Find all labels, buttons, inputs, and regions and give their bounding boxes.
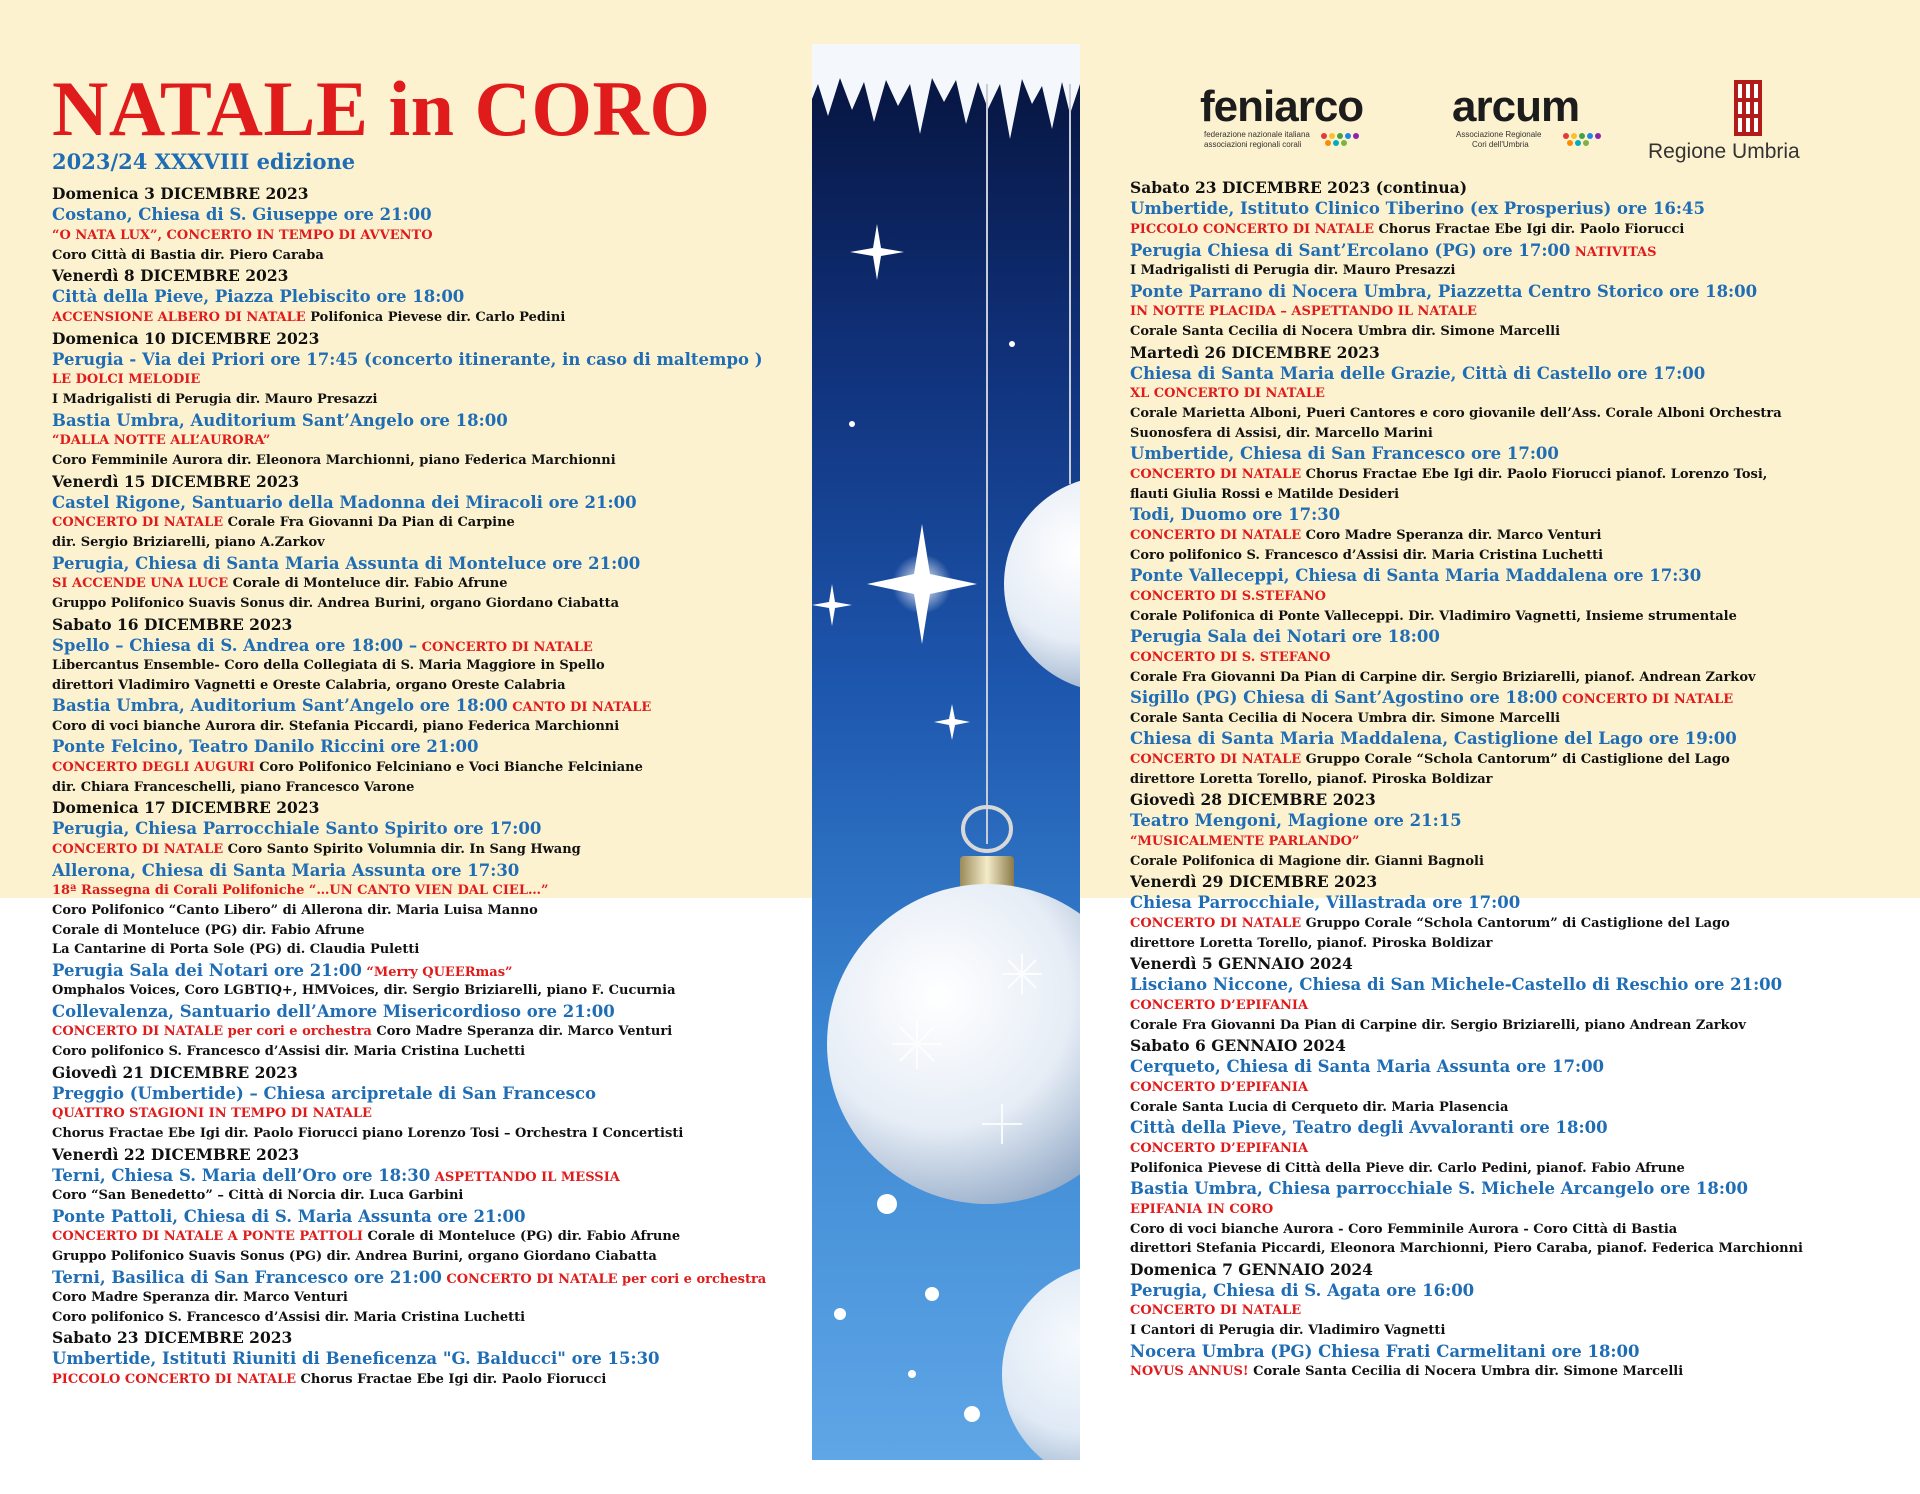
- venue-line-text: Terni, Basilica di San Francesco ore 21:00: [52, 1267, 442, 1287]
- venue-line: [52, 1206, 807, 1228]
- performers-line: [52, 656, 807, 676]
- venue-line: [1130, 363, 1910, 385]
- venue-line-text: Costano, Chiesa di S. Giuseppe ore 21:00: [52, 205, 432, 224]
- venue-line-text: Ponte Valleceppi, Chiesa di Santa Maria Maddalena ore 17:30: [1130, 566, 1702, 585]
- performers-line: [1130, 1239, 1910, 1259]
- concert-title-text: CONCERTO DEGLI AUGURI: [52, 759, 255, 775]
- venue-line: [1130, 504, 1910, 526]
- venue-line-text: Ponte Felcino, Teatro Danilo Riccini ore 21:00: [52, 737, 479, 756]
- performers-line-text: I Madrigalisti di Perugia dir. Mauro Presazzi: [1130, 263, 1456, 278]
- venue-line: [52, 204, 807, 226]
- concert-title: [52, 1022, 807, 1042]
- date-heading-text: Sabato 23 DICEMBRE 2023: [52, 1328, 293, 1347]
- venue-line-text: Ponte Parrano di Nocera Umbra, Piazzetta Centro Storico ore 18:00: [1130, 281, 1758, 301]
- concert-title: [1130, 220, 1910, 240]
- venue-line: [52, 1083, 807, 1105]
- ornament-illustration: [812, 44, 1080, 1460]
- venue-line: [1130, 728, 1910, 750]
- performers-line-text: Suonosfera di Assisi, dir. Marcello Marini: [1130, 425, 1433, 441]
- lower-ornament-ball: [1002, 1264, 1080, 1460]
- concert-title-text: NOVUS ANNUS!: [1130, 1364, 1249, 1379]
- concert-title: [52, 881, 807, 901]
- performers-line-text: direttore Loretta Torello, pianof. Piroska Boldizar: [1130, 935, 1493, 951]
- concert-title-text: CONCERTO DI NATALE: [1130, 527, 1302, 543]
- performers-line: [52, 778, 807, 798]
- feniarco-dots-icon: [1320, 132, 1360, 146]
- concert-title-inline: CONCERTO DI NATALE: [1557, 692, 1734, 707]
- performers-line-text: Coro di voci bianche Aurora dir. Stefania Piccardi, piano Federica Marchionni: [52, 718, 620, 734]
- venue-line: [52, 286, 807, 308]
- performers-line-text: Coro polifonico S. Francesco d’Assisi dir. Maria Cristina Luchetti: [52, 1044, 526, 1059]
- performers-line-text: Corale di Monteluce (PG) dir. Fabio Afrune: [52, 922, 365, 938]
- venue-line-text: Perugia - Via dei Priori ore 17:45 (concerto itinerante, in caso di maltempo ): [52, 349, 763, 369]
- christmas-ornament-stripe: [812, 44, 1080, 1460]
- venue-line-text: Perugia Sala dei Notari ore 21:00: [52, 960, 362, 980]
- performers-line: [1130, 709, 1910, 729]
- concert-title: [52, 758, 807, 778]
- venue-line: [1130, 1056, 1910, 1078]
- concert-title-inline: CONCERTO DI NATALE: [417, 639, 593, 655]
- concert-title: [1130, 1362, 1910, 1382]
- performers-line: [1130, 852, 1910, 872]
- performers-line: [1130, 485, 1910, 505]
- date-heading-text: Venerdì 22 DICEMBRE 2023: [52, 1144, 300, 1164]
- date-heading: [52, 265, 807, 286]
- concert-title: [1130, 587, 1910, 607]
- venue-line-text: Bastia Umbra, Auditorium Sant’Angelo ore 18:00: [52, 696, 508, 715]
- concert-title-text: CONCERTO D’EPIFANIA: [1130, 1140, 1309, 1156]
- performers-inline: Coro Santo Spirito Volumnia dir. In Sang Hwang: [223, 841, 581, 857]
- concert-title: [1130, 914, 1910, 934]
- date-heading-text: Venerdì 5 GENNAIO 2024: [1130, 954, 1353, 973]
- concert-title: [1130, 750, 1910, 770]
- regione-umbria-emblem-icon: [1732, 78, 1764, 138]
- star-glow: [892, 554, 952, 614]
- performers-inline: Corale Fra Giovanni Da Pian di Carpine: [223, 515, 515, 530]
- upper-ornament-ball: [1004, 476, 1080, 692]
- date-heading: [52, 1327, 807, 1348]
- performers-line: [1130, 1016, 1910, 1036]
- venue-line: [52, 860, 807, 882]
- performers-line: [1130, 607, 1910, 627]
- venue-line: [52, 553, 807, 575]
- concert-title-text: CONCERTO DI NATALE: [1130, 466, 1302, 482]
- date-heading: [1130, 177, 1910, 198]
- performers-line-text: Corale Polifonica di Magione dir. Gianni Bagnoli: [1130, 853, 1484, 869]
- venue-line: [52, 1001, 807, 1023]
- date-heading: [52, 1062, 807, 1083]
- venue-line-text: Allerona, Chiesa di Santa Maria Assunta ore 17:30: [52, 860, 520, 880]
- concert-title-text: ACCENSIONE ALBERO DI NATALE: [52, 309, 306, 325]
- concert-title-text: CONCERTO DI S. STEFANO: [1130, 649, 1331, 665]
- concert-title: [1130, 1078, 1910, 1098]
- venue-line-text: Collevalenza, Santuario dell’Amore Misericordioso ore 21:00: [52, 1001, 615, 1021]
- date-heading: [1130, 871, 1910, 892]
- concert-title: [1130, 384, 1910, 404]
- concert-title: [1130, 1200, 1910, 1220]
- venue-line-text: Cerqueto, Chiesa di Santa Maria Assunta ore 17:00: [1130, 1057, 1605, 1076]
- venue-line-text: Chiesa Parrocchiale, Villastrada ore 17:00: [1130, 893, 1521, 912]
- concert-title-inline: “Merry QUEERmas”: [361, 964, 513, 980]
- concert-title-text: CONCERTO D’EPIFANIA: [1130, 997, 1309, 1013]
- performers-line-text: Chorus Fractae Ebe Igi dir. Paolo Fiorucci piano Lorenzo Tosi – Orchestra I Concertisti: [52, 1126, 684, 1141]
- concert-title: [1130, 996, 1910, 1016]
- performers-line-text: Coro Femminile Aurora dir. Eleonora Marchionni, piano Federica Marchionni: [52, 453, 616, 468]
- performers-line: [52, 1308, 807, 1328]
- venue-line: [1130, 626, 1910, 648]
- venue-line: [1130, 198, 1910, 220]
- performers-line-text: dir. Chiara Franceschelli, piano Francesco Varone: [52, 779, 415, 795]
- performers-line: [52, 921, 807, 941]
- venue-line: [1130, 240, 1910, 262]
- date-heading: [52, 183, 807, 204]
- venue-line: [1130, 1280, 1910, 1302]
- concert-title-inline: CANTO DI NATALE: [507, 700, 652, 715]
- performers-line: [1130, 1098, 1910, 1118]
- performers-line-text: Gruppo Polifonico Suavis Sonus (PG) dir. Andrea Burini, organo Giordano Ciabatta: [52, 1249, 657, 1264]
- venue-line-text: Perugia, Chiesa di S. Agata ore 16:00: [1130, 1280, 1475, 1300]
- icicle-fringe: [812, 44, 1080, 139]
- venue-line: [1130, 810, 1910, 832]
- performers-line-text: Coro di voci bianche Aurora - Coro Femminile Aurora - Coro Città di Bastia: [1130, 1221, 1678, 1237]
- venue-line-text: Perugia, Chiesa Parrocchiale Santo Spirito ore 17:00: [52, 819, 542, 838]
- concert-title: [52, 1227, 807, 1247]
- performers-line: [52, 1186, 807, 1206]
- date-heading: [52, 1144, 807, 1165]
- venue-line-text: Terni, Chiesa S. Maria dell’Oro ore 18:30: [52, 1165, 431, 1185]
- concert-title-text: PICCOLO CONCERTO DI NATALE: [52, 1371, 297, 1387]
- venue-line: [1130, 1117, 1910, 1139]
- performers-inline: Chorus Fractae Ebe Igi dir. Paolo Fiorucci pianof. Lorenzo Tosi,: [1301, 466, 1768, 482]
- venue-line-text: Bastia Umbra, Auditorium Sant’Angelo ore 18:00: [52, 410, 508, 430]
- performers-line-text: direttori Vladimiro Vagnetti e Oreste Calabria, organo Oreste Calabria: [52, 677, 566, 693]
- concert-title: [52, 431, 807, 451]
- concert-title-text: PICCOLO CONCERTO DI NATALE: [1130, 221, 1375, 237]
- concert-title-text: CONCERTO DI NATALE: [52, 515, 224, 530]
- date-heading-text: Venerdì 8 DICEMBRE 2023: [52, 266, 289, 285]
- venue-line: [1130, 443, 1910, 465]
- concert-title-text: “MUSICALMENTE PARLANDO”: [1130, 833, 1360, 849]
- performers-line-text: Coro Città di Bastia dir. Piero Caraba: [52, 247, 324, 263]
- concert-title: [1130, 648, 1910, 668]
- date-heading-text: Domenica 3 DICEMBRE 2023: [52, 184, 309, 203]
- venue-line-text: Teatro Mengoni, Magione ore 21:15: [1130, 811, 1462, 830]
- concert-title-text: CONCERTO DI S.STEFANO: [1130, 588, 1326, 604]
- left-program-column: [52, 183, 807, 1390]
- venue-line-text: Umbertide, Istituti Riuniti di Beneficenza "G. Balducci" ore 15:30: [52, 1349, 660, 1368]
- performers-inline: Corale di Monteluce dir. Fabio Afrune: [228, 576, 508, 591]
- performers-line: [52, 981, 807, 1001]
- main-ornament-ball: [827, 884, 1080, 1204]
- performers-line: [52, 940, 807, 960]
- venue-line: [1130, 974, 1910, 996]
- date-heading: [1130, 1259, 1910, 1280]
- venue-line: [52, 492, 807, 514]
- performers-line: [52, 1124, 807, 1144]
- concert-title-text: CONCERTO DI NATALE A PONTE PATTOLI: [52, 1229, 364, 1244]
- performers-line-text: Corale Fra Giovanni Da Pian di Carpine dir. Sergio Briziarelli, piano Andrean Zarkov: [1130, 1017, 1746, 1033]
- concert-title-text: CONCERTO D’EPIFANIA: [1130, 1079, 1309, 1095]
- performers-line-text: Polifonica Pievese di Città della Pieve dir. Carlo Pedini, pianof. Fabio Afrune: [1130, 1160, 1685, 1176]
- venue-line-text: Ponte Pattoli, Chiesa di S. Maria Assunta ore 21:00: [52, 1206, 526, 1226]
- performers-inline: Corale Santa Cecilia di Nocera Umbra dir. Simone Marcelli: [1248, 1364, 1684, 1379]
- date-heading-text: Sabato 23 DICEMBRE 2023 (continua): [1130, 178, 1468, 197]
- date-heading: [52, 797, 807, 818]
- performers-line: [52, 676, 807, 696]
- performers-line-text: Coro Polifonico “Canto Libero” di Allerona dir. Maria Luisa Manno: [52, 903, 538, 918]
- performers-line-text: Gruppo Polifonico Suavis Sonus dir. Andrea Burini, organo Giordano Ciabatta: [52, 596, 620, 611]
- concert-title: [1130, 302, 1910, 322]
- concert-title-text: CONCERTO DI NATALE: [1130, 751, 1302, 767]
- date-heading-text: Domenica 17 DICEMBRE 2023: [52, 798, 320, 817]
- performers-line: [52, 717, 807, 737]
- concert-title: [52, 1104, 807, 1124]
- sponsor-logos: feniarco federazione nazionale italiana associazioni regionali corali arcum Associazione Regionale Cori dell'Umbria Regione Umbria: [1190, 78, 1910, 168]
- venue-line-text: Città della Pieve, Teatro degli Avvaloranti ore 18:00: [1130, 1118, 1608, 1137]
- concert-title-text: “O NATA LUX”, CONCERTO IN TEMPO DI AVVENTO: [52, 227, 433, 243]
- concert-title-text: CONCERTO DI NATALE: [1130, 1303, 1302, 1318]
- date-heading-text: Sabato 6 GENNAIO 2024: [1130, 1036, 1346, 1055]
- concert-title: [1130, 832, 1910, 852]
- concert-title-text: SI ACCENDE UNA LUCE: [52, 576, 229, 591]
- performers-line-text: Omphalos Voices, Coro LGBTIQ+, HMVoices, dir. Sergio Briziarelli, piano F. Cucurnia: [52, 983, 676, 998]
- performers-line: [52, 1042, 807, 1062]
- performers-inline: Gruppo Corale “Schola Cantorum” di Castiglione del Lago: [1301, 751, 1730, 767]
- concert-title: [52, 513, 807, 533]
- date-heading-text: Giovedì 28 DICEMBRE 2023: [1130, 790, 1376, 809]
- venue-line: [52, 960, 807, 982]
- venue-line-text: Lisciano Niccone, Chiesa di San Michele-Castello di Reschio ore 21:00: [1130, 975, 1783, 994]
- concert-title: [52, 840, 807, 860]
- venue-line-text: Todi, Duomo ore 17:30: [1130, 505, 1341, 524]
- performers-inline: Coro Madre Speranza dir. Marco Venturi: [1301, 527, 1602, 543]
- concert-title: [52, 1370, 807, 1390]
- performers-inline: Coro Polifonico Felciniano e Voci Bianche Felciniane: [254, 759, 643, 775]
- date-heading: [52, 614, 807, 635]
- concert-title-text: IN NOTTE PLACIDA – ASPETTANDO IL NATALE: [1130, 304, 1477, 319]
- performers-line-text: dir. Sergio Briziarelli, piano A.Zarkov: [52, 535, 325, 550]
- performers-line-text: Coro “San Benedetto” – Città di Norcia dir. Luca Garbini: [52, 1188, 464, 1203]
- edition-subtitle: 2023/24 XXXVIII edizione: [52, 149, 356, 174]
- concert-title-text: CONCERTO DI NATALE: [1130, 915, 1302, 931]
- arcum-dots-icon: [1562, 132, 1602, 146]
- concert-title-inline: ASPETTANDO IL MESSIA: [430, 1169, 620, 1185]
- concert-title: [52, 574, 807, 594]
- performers-inline: Corale di Monteluce (PG) dir. Fabio Afrune: [363, 1229, 681, 1244]
- venue-line: [52, 349, 807, 371]
- date-heading: [52, 328, 807, 349]
- venue-line-text: Nocera Umbra (PG) Chiesa Frati Carmelitani ore 18:00: [1130, 1341, 1640, 1361]
- right-program-column: [1130, 177, 1910, 1382]
- date-heading: [1130, 789, 1910, 810]
- venue-line: [52, 736, 807, 758]
- performers-line-text: Corale Polifonica di Ponte Valleceppi. Dir. Vladimiro Vagnetti, Insieme strumentale: [1130, 608, 1737, 624]
- performers-line-text: Coro polifonico S. Francesco d’Assisi dir. Maria Cristina Luchetti: [1130, 547, 1604, 563]
- venue-line: [1130, 1178, 1910, 1200]
- concert-title-text: “DALLA NOTTE ALL’AURORA”: [52, 433, 271, 448]
- concert-title: [52, 370, 807, 390]
- arcum-logo: arcum Associazione Regionale Cori dell'Umbria: [1452, 84, 1579, 150]
- performers-line: [52, 451, 807, 471]
- date-heading: [1130, 342, 1910, 363]
- performers-line: [1130, 404, 1910, 424]
- performers-line-text: Coro polifonico S. Francesco d’Assisi dir. Maria Cristina Luchetti: [52, 1309, 526, 1325]
- concert-title-text: QUATTRO STAGIONI IN TEMPO DI NATALE: [52, 1106, 372, 1121]
- concert-title-text: 18ª Rassegna di Corali Polifoniche “…UN CANTO VIEN DAL CIEL…”: [52, 883, 549, 898]
- concert-title-inline: CONCERTO DI NATALE per cori e orchestra: [441, 1271, 767, 1287]
- concert-title-text: CONCERTO DI NATALE per cori e orchestra: [52, 1024, 372, 1039]
- performers-line: [52, 1247, 807, 1267]
- venue-line-text: Città della Pieve, Piazza Plebiscito ore 18:00: [52, 287, 465, 306]
- performers-line: [1130, 1321, 1910, 1341]
- concert-title: [52, 308, 807, 328]
- page-title: NATALE in CORO: [52, 65, 711, 152]
- performers-inline: Gruppo Corale “Schola Cantorum” di Castiglione del Lago: [1301, 915, 1730, 931]
- performers-line: [52, 246, 807, 266]
- performers-inline: Coro Madre Speranza dir. Marco Venturi: [371, 1024, 673, 1039]
- venue-line-text: Spello – Chiesa di S. Andrea ore 18:00 –: [52, 635, 418, 655]
- performers-line-text: Corale Fra Giovanni Da Pian di Carpine dir. Sergio Briziarelli, pianof. Andrean Zarkov: [1130, 669, 1756, 685]
- performers-line: [1130, 261, 1910, 281]
- performers-line-text: Corale Santa Cecilia di Nocera Umbra dir. Simone Marcelli: [1130, 324, 1561, 339]
- date-heading-text: Venerdì 15 DICEMBRE 2023: [52, 471, 300, 491]
- concert-title: [1130, 1139, 1910, 1159]
- performers-inline: Chorus Fractae Ebe Igi dir. Paolo Fiorucci: [296, 1371, 607, 1387]
- venue-line: [52, 635, 807, 657]
- venue-line-text: Chiesa di Santa Maria Maddalena, Castiglione del Lago ore 19:00: [1130, 729, 1737, 748]
- sparkle-stars: [812, 224, 977, 740]
- performers-line: [1130, 934, 1910, 954]
- feniarco-logo: feniarco federazione nazionale italiana associazioni regionali corali: [1200, 82, 1364, 149]
- concert-title-text: XL CONCERTO DI NATALE: [1130, 386, 1325, 401]
- concert-title-text: LE DOLCI MELODIE: [52, 372, 201, 387]
- concert-title: [1130, 526, 1910, 546]
- performers-line-text: Corale Marietta Alboni, Pueri Cantores e coro giovanile dell’Ass. Corale Alboni Orchestra: [1130, 406, 1782, 421]
- date-heading-text: Domenica 7 GENNAIO 2024: [1130, 1259, 1373, 1279]
- venue-line-text: Umbertide, Chiesa di San Francesco ore 17:00: [1130, 444, 1559, 463]
- date-heading: [1130, 953, 1910, 974]
- venue-line-text: Bastia Umbra, Chiesa parrocchiale S. Michele Arcangelo ore 18:00: [1130, 1179, 1748, 1198]
- performers-line: [1130, 1159, 1910, 1179]
- performers-inline: Polifonica Pievese dir. Carlo Pedini: [305, 309, 566, 325]
- performers-line: [52, 533, 807, 553]
- date-heading-text: Sabato 16 DICEMBRE 2023: [52, 614, 293, 634]
- venue-line-text: Castel Rigone, Santuario della Madonna dei Miracoli ore 21:00: [52, 492, 637, 512]
- concert-title: [1130, 465, 1910, 485]
- date-heading-text: Domenica 10 DICEMBRE 2023: [52, 328, 320, 348]
- concert-title-inline: NATIVITAS: [1570, 244, 1657, 260]
- concert-title: [1130, 1301, 1910, 1321]
- date-heading-text: Venerdì 29 DICEMBRE 2023: [1130, 872, 1378, 891]
- date-heading: [52, 471, 807, 492]
- venue-line-text: Umbertide, Istituto Clinico Tiberino (ex Prosperius) ore 16:45: [1130, 199, 1705, 218]
- performers-line: [1130, 546, 1910, 566]
- performers-line: [52, 901, 807, 921]
- venue-line-text: Chiesa di Santa Maria delle Grazie, Città di Castello ore 17:00: [1130, 363, 1706, 383]
- venue-line: [1130, 1341, 1910, 1363]
- performers-line-text: direttore Loretta Torello, pianof. Piroska Boldizar: [1130, 771, 1493, 787]
- performers-line-text: Libercantus Ensemble- Coro della Collegiata di S. Maria Maggiore in Spello: [52, 658, 605, 673]
- venue-line: [52, 1348, 807, 1370]
- performers-inline: Chorus Fractae Ebe Igi dir. Paolo Fiorucci: [1374, 221, 1685, 237]
- venue-line: [1130, 687, 1910, 709]
- performers-line-text: La Cantarine di Porta Sole (PG) di. Claudia Puletti: [52, 942, 420, 957]
- venue-line: [1130, 892, 1910, 914]
- venue-line-text: Sigillo (PG) Chiesa di Sant’Agostino ore 18:00: [1130, 688, 1558, 707]
- venue-line-text: Perugia Sala dei Notari ore 18:00: [1130, 627, 1440, 646]
- date-heading-text: Martedì 26 DICEMBRE 2023: [1130, 342, 1380, 362]
- performers-line-text: Coro Madre Speranza dir. Marco Venturi: [52, 1290, 348, 1305]
- performers-line: [1130, 770, 1910, 790]
- venue-line: [52, 1267, 807, 1289]
- performers-line: [1130, 668, 1910, 688]
- performers-line: [1130, 424, 1910, 444]
- concert-title-text: CONCERTO DI NATALE: [52, 841, 224, 857]
- concert-title: [52, 226, 807, 246]
- venue-line-text: Perugia Chiesa di Sant’Ercolano (PG) ore 17:00: [1130, 240, 1571, 260]
- performers-line-text: Corale Santa Cecilia di Nocera Umbra dir. Simone Marcelli: [1130, 710, 1561, 726]
- venue-line: [1130, 565, 1910, 587]
- concert-title-text: EPIFANIA IN CORO: [1130, 1201, 1274, 1217]
- performers-line: [1130, 1220, 1910, 1240]
- performers-line-text: Corale Santa Lucia di Cerqueto dir. Maria Plasencia: [1130, 1099, 1509, 1115]
- venue-line: [52, 695, 807, 717]
- performers-line-text: direttori Stefania Piccardi, Eleonora Marchionni, Piero Caraba, pianof. Federica Marchionni: [1130, 1241, 1803, 1256]
- performers-line: [1130, 322, 1910, 342]
- performers-line: [52, 1288, 807, 1308]
- date-heading: [1130, 1035, 1910, 1056]
- venue-line: [52, 1165, 807, 1187]
- performers-line: [52, 390, 807, 410]
- performers-line-text: flauti Giulia Rossi e Matilde Desideri: [1130, 486, 1400, 502]
- date-heading-text: Giovedì 21 DICEMBRE 2023: [52, 1062, 298, 1082]
- performers-line-text: I Cantori di Perugia dir. Vladimiro Vagnetti: [1130, 1323, 1446, 1338]
- venue-line-text: Preggio (Umbertide) – Chiesa arcipretale di San Francesco: [52, 1083, 597, 1103]
- venue-line-text: Perugia, Chiesa di Santa Maria Assunta di Monteluce ore 21:00: [52, 553, 641, 573]
- performers-line: [52, 594, 807, 614]
- venue-line: [52, 410, 807, 432]
- performers-line-text: I Madrigalisti di Perugia dir. Mauro Presazzi: [52, 392, 378, 407]
- venue-line: [1130, 281, 1910, 303]
- venue-line: [52, 818, 807, 840]
